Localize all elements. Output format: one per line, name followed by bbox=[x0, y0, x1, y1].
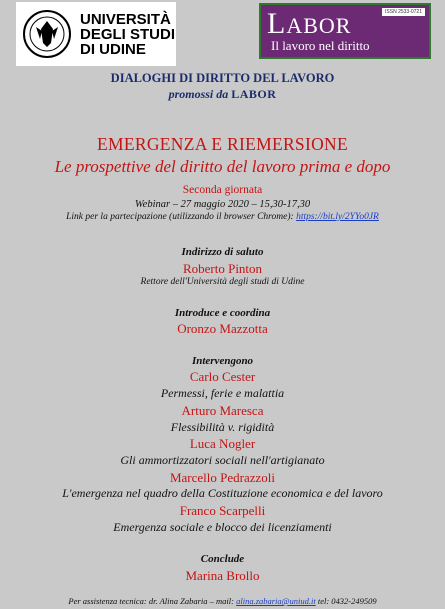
intro-name: Oronzo Mazzotta bbox=[177, 321, 268, 336]
footer-contact bbox=[0, 596, 445, 606]
promoted-by-text: promossi da bbox=[168, 87, 229, 101]
event-title: EMERGENZA E RIEMERSIONE bbox=[97, 134, 348, 154]
event-link-line bbox=[0, 212, 445, 222]
university-seal-icon bbox=[22, 9, 72, 59]
speaker-name: Carlo Cester bbox=[189, 369, 256, 384]
greeting-label: Indirizzo di saluto bbox=[181, 246, 264, 258]
conclusion-name: Marina Brollo bbox=[185, 568, 260, 583]
speaker-topic: Gli ammortizzatori sociali nell'artigianato bbox=[120, 453, 325, 467]
conclusion-label: Conclude bbox=[200, 553, 245, 565]
speaker-topic: L'emergenza nel quadro della Costituzione economica e del lavoro bbox=[62, 486, 383, 500]
event-link-url[interactable]: https://bit.ly/2YYo0JR bbox=[296, 212, 379, 222]
speaker-name: Franco Scarpelli bbox=[179, 503, 266, 518]
labor-issn: ISSN 2533-0721 bbox=[382, 8, 425, 16]
event-link-text: Link per la partecipazione (utilizzando il browser Chrome): bbox=[66, 212, 294, 222]
university-logo bbox=[16, 2, 176, 66]
labor-wordmark-rest: ABOR bbox=[286, 13, 352, 38]
event-day: Seconda giornata bbox=[182, 184, 263, 196]
labor-wordmark bbox=[267, 9, 351, 41]
footer-email[interactable]: alina.zabaria@uniud.it bbox=[236, 596, 316, 606]
university-name-line: DEGLI STUDI bbox=[80, 25, 176, 43]
speaker-topic: Emergenza sociale e blocco dei licenziamenti bbox=[113, 520, 332, 534]
speaker-topic: Flessibilità v. rigidità bbox=[170, 420, 275, 434]
intro-label: Introduce e coordina bbox=[174, 307, 271, 319]
labor-logo bbox=[259, 3, 431, 59]
promoted-by bbox=[0, 87, 445, 102]
series-title: DIALOGHI DI DIRITTO DEL LAVORO bbox=[110, 71, 335, 85]
event-subtitle: Le prospettive del diritto del lavoro prima e dopo bbox=[54, 157, 391, 176]
greeting-name: Roberto Pinton bbox=[182, 261, 263, 276]
labor-subtitle: Il lavoro nel diritto bbox=[271, 38, 370, 53]
university-name bbox=[80, 12, 175, 57]
speakers-label: Intervengono bbox=[191, 355, 254, 367]
promoted-by-org: LABOR bbox=[231, 87, 277, 101]
labor-wordmark-first: L bbox=[267, 7, 287, 40]
university-name-line: DI UDINE bbox=[80, 40, 146, 58]
university-name-line: UNIVERSITÀ bbox=[80, 10, 171, 28]
footer-text: Per assistenza tecnica: dr. Alina Zabaria – mail: bbox=[68, 596, 234, 606]
event-webinar: Webinar – 27 maggio 2020 – 15,30-17,30 bbox=[134, 199, 311, 210]
footer-phone: 0432-249509 bbox=[331, 596, 377, 606]
speaker-topic: Permessi, ferie e malattia bbox=[160, 386, 285, 400]
footer-phone-label: tel: bbox=[317, 596, 330, 606]
speaker-name: Arturo Maresca bbox=[181, 403, 264, 418]
greeting-role: Rettore dell'Università degli studi di Udine bbox=[140, 277, 305, 287]
speaker-name: Marcello Pedrazzoli bbox=[169, 470, 276, 485]
speaker-name: Luca Nogler bbox=[189, 436, 256, 451]
